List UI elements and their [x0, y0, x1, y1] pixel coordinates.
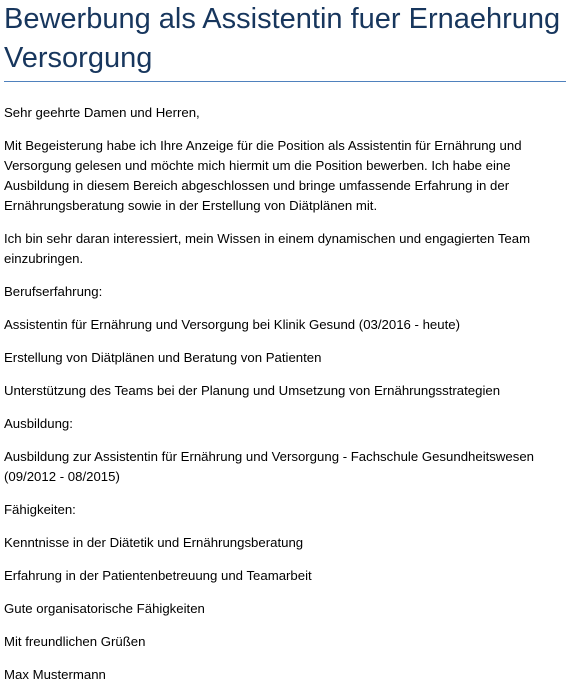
- signature: Max Mustermann: [4, 667, 106, 682]
- skills-heading: Fähigkeiten:: [4, 502, 76, 517]
- salutation: Sehr geehrte Damen und Herren,: [4, 105, 200, 120]
- interest-paragraph: Ich bin sehr daran interessiert, mein Wissen in einem dynamischen und engagierten Team einzubringen.: [4, 231, 531, 266]
- education-item: Ausbildung zur Assistentin für Ernährung und Versorgung - Fachschule Gesundheitswesen (09/2012 - 08/2015): [4, 449, 535, 484]
- document-title: Bewerbung als Assistentin fuer Ernaehrung Versorgung: [4, 3, 561, 74]
- experience-item: Unterstützung des Teams bei der Planung und Umsetzung von Ernährungsstrategien: [4, 383, 501, 398]
- skills-item: Gute organisatorische Fähigkeiten: [4, 601, 205, 616]
- experience-item: Erstellung von Diätplänen und Beratung von Patienten: [4, 350, 322, 365]
- experience-heading: Berufserfahrung:: [4, 284, 103, 299]
- letter-document: [4, 0, 566, 698]
- intro-paragraph: Mit Begeisterung habe ich Ihre Anzeige für die Position als Assistentin für Ernährung und Versorgung gelesen und möchte mich hiermit um die Position bewerben. Ich habe eine Ausbildung in diesem Bereich abgeschlossen und bringe umfassende Erfahrung in der Ernährungsberatung sowie in der Erstellung von Diätplänen mit.: [4, 138, 522, 213]
- skills-item: Kenntnisse in der Diätetik und Ernährungsberatung: [4, 535, 304, 550]
- closing: Mit freundlichen Grüßen: [4, 634, 146, 649]
- experience-item: Assistentin für Ernährung und Versorgung bei Klinik Gesund (03/2016 - heute): [4, 317, 460, 332]
- skills-item: Erfahrung in der Patientenbetreuung und Teamarbeit: [4, 568, 312, 583]
- letter-body: [4, 103, 534, 685]
- title-underline: [4, 81, 566, 82]
- education-heading: Ausbildung:: [4, 416, 73, 431]
